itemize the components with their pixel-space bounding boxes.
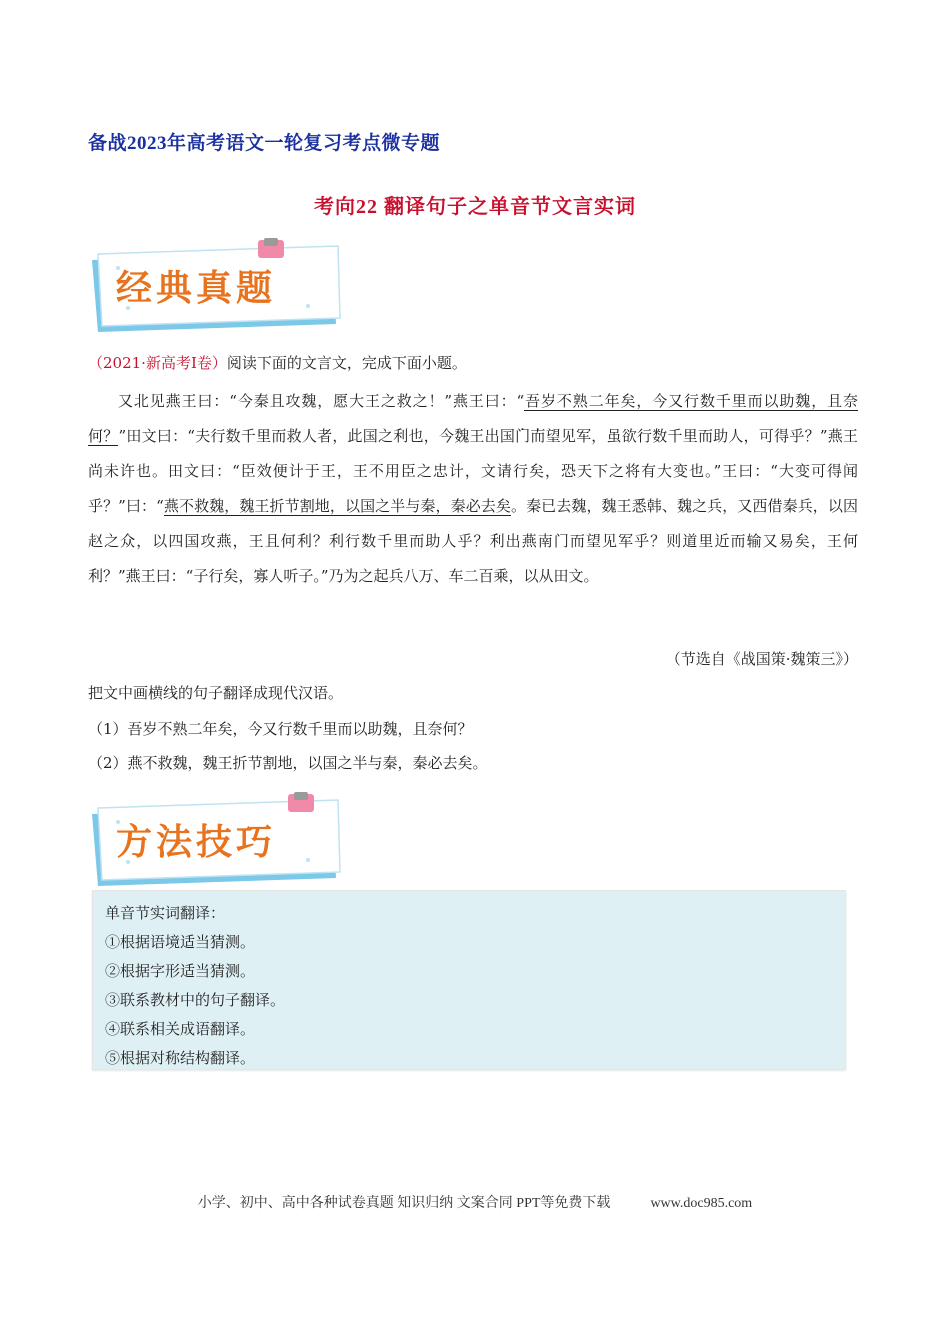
banner-label: 经典真题 [116,268,277,309]
instruction: 阅读下面的文言文，完成下面小题。 [226,354,467,372]
underlined-sentence-1: 吾岁不熟二年矣，今又行数千里而以助魏，且奈何？ [88,392,858,445]
tip-item: ①根据语境适当猜测。 [105,933,256,951]
series-title: 备战2023年高考语文一轮复习考点微专题 [88,133,441,154]
banner-label: 方法技巧 [116,822,277,863]
tips-box [92,890,846,1070]
question-source-line [88,352,467,373]
passage-text: ”田文曰：“夫行数千里而救人者，此国之利也，今魏王出 [118,427,500,445]
source-tag: （2021·新高考I卷） [88,354,227,372]
footer-url[interactable]: www.doc985.com [650,1196,753,1211]
tip-item: ④联系相关成语翻译。 [105,1020,256,1038]
topic-title: 考向22 翻译句子之单音节文言实词 [314,196,636,218]
task-instruction: 把文中画横线的句子翻译成现代汉语。 [88,684,344,702]
passage-text: 又北见燕王曰：“今秦且攻魏，愿大王之救之！”燕王曰：“ [118,392,525,410]
question-item: （2）燕不救魏，魏王折节割地，以国之半与秦，秦必去矣。 [88,754,488,772]
tip-item: ⑤根据对称结构翻译。 [105,1049,256,1067]
passage [88,384,858,594]
section-banner-method [88,792,348,892]
footer [0,1192,950,1212]
dotted-char: 门 [515,427,531,445]
section-banner-classic [88,238,348,338]
underlined-sentence-2: 燕不救魏，魏王折节割地，以国之半与秦，秦必去矣 [163,497,511,515]
question-item: （1）吾岁不熟二年矣，今又行数千里而以助魏，且奈何？ [88,720,473,738]
tip-item: ③联系教材中的句子翻译。 [105,991,286,1009]
passage-text: 而望见军，虽欲行数千里而助人，可得乎？”燕王尚未许也。田文曰：“臣效便计于王，王不用臣之忠计，文请行矣，恐天下之将有大变也。”王曰：“大变可得闻乎？”曰：“ [88,427,858,515]
passage-text: 。秦已去魏，魏王悉韩、魏之兵，又西借秦兵，以因赵之众，以四国攻燕，王且何利？利行数千里而助人乎？利出燕南门而望见军乎？则道里近而输又易矣，王何利？”燕王曰：“子行矣，寡人听子。”乃为之起兵八万、车二百乘，以从田文。 [88,497,858,585]
tips-heading: 单音节实词翻译： [105,904,226,922]
tip-item: ②根据字形适当猜测。 [105,962,256,980]
dotted-char: 国 [499,427,516,445]
citation: （节选自《战国策·魏策三》） [665,650,858,668]
footer-text: 小学、初中、高中各种试卷真题 知识归纳 文案合同 PPT等免费下载 [197,1196,611,1211]
